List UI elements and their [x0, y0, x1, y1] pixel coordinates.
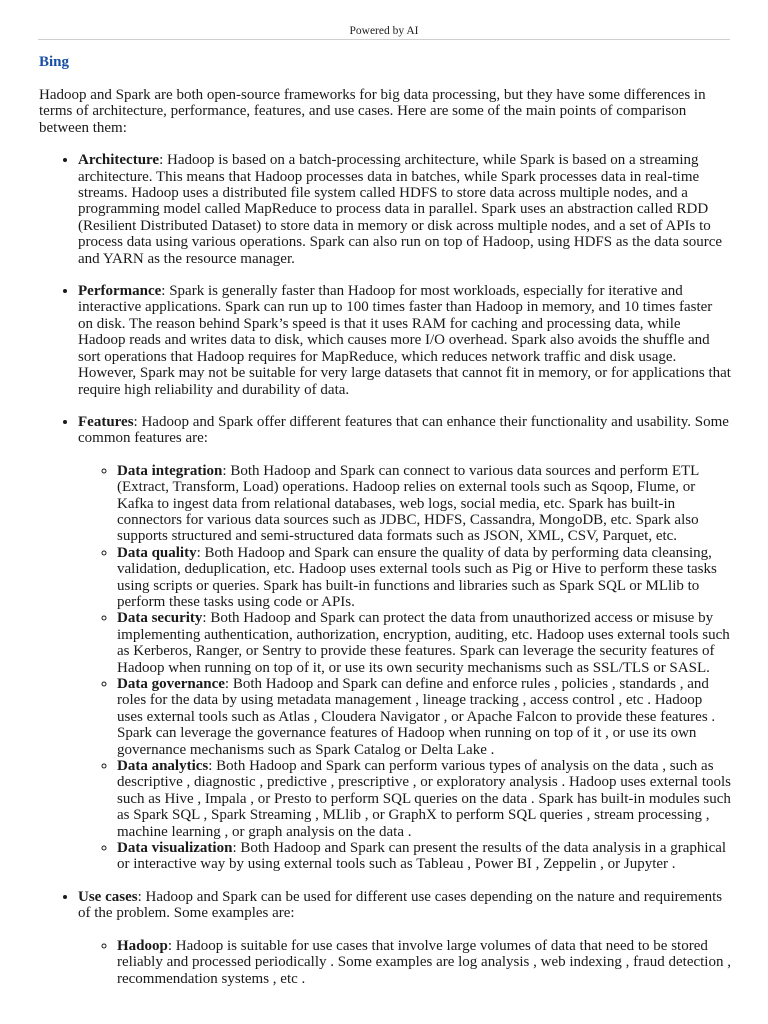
subitem-title: Data visualization	[117, 840, 233, 857]
sublist-item	[117, 840, 731, 873]
subitem-title: Data integration	[117, 462, 223, 479]
sublist-item	[117, 610, 731, 676]
item-title: Use cases	[78, 888, 138, 905]
subitem-text: : Both Hadoop and Spark can perform various types of analysis on the data , such as descriptive , diagnostic , predictive , prescriptive , or exploratory analysis . Hadoop uses external tools such as Hive , Impala , or Presto to perform SQL queries on the data . Spark has built-in modules such as Spark SQL , Spark Streaming , MLlib , or GraphX to perform SQL queries , stream processing , machine learning , or graph analysis on the data .	[117, 758, 731, 840]
features-sublist	[78, 463, 731, 873]
item-text: : Hadoop and Spark can be used for different use cases depending on the nature and requirements of the problem. Some examples are:	[78, 888, 723, 922]
source-label: Bing	[39, 54, 70, 70]
use-cases-sublist	[78, 938, 731, 987]
item-title: Features	[78, 413, 134, 430]
subitem-title: Data governance	[117, 676, 225, 692]
subitem-text: : Both Hadoop and Spark can protect the data from unauthorized access or misuse by implementing authentication, authorization, encryption, auditing, etc. Hadoop uses external tools such as Kerberos, Ranger, or Sentry to provide these features. Spark can leverage the security features of Hadoop when running on top of it, or use its own security mechanisms such as SSL/TLS or SASL.	[117, 610, 730, 676]
list-item-features	[78, 414, 731, 873]
item-text: : Hadoop and Spark offer different features that can enhance their functionality and usability. Some common features are:	[78, 413, 729, 447]
item-text: : Hadoop is based on a batch-processing architecture, while Spark is based on a streaming architecture. This means that Hadoop processes data in batches, while Spark processes data in real-time streams. Hadoop uses a distributed file system called HDFS to store data across multiple nodes, and a programming model called MapReduce to process data in parallel. Spark uses an abstraction called RDD (Resilient Distributed Dataset) to store data in memory or disk across multiple nodes, and a set of APIs to process data using various operations. Spark can also run on top of Hadoop, using HDFS as the data source and YARN as the resource manager.	[78, 152, 723, 267]
powered-by-header: Powered by AI	[38, 24, 730, 40]
item-title: Performance	[78, 283, 162, 300]
list-item-performance	[78, 283, 731, 398]
sublist-item	[117, 938, 731, 987]
subitem-title: Hadoop	[117, 937, 168, 954]
item-text: : Spark is generally faster than Hadoop for most workloads, especially for iterative and interactive applications. Spark can run up to 100 times faster than Hadoop in memory, and 10 times faster on disk. The reason behind Spark’s speed is that it uses RAM for caching and processing data, while Hadoop reads and writes data to disk, which causes more I/O overhead. Spark also avoids the shuffle and sort operations that Hadoop requires for MapReduce, which reduces network traffic and disk usage. However, Spark may not be suitable for very large datasets that cannot fit in memory, or for applications that require high reliability and durability of data.	[78, 283, 731, 398]
sublist-item	[117, 758, 731, 840]
subitem-text: : Both Hadoop and Spark can ensure the quality of data by performing data cleansing, validation, deduplication, etc. Hadoop uses external tools such as Pig or Hive to perform these tasks using scripts or queries. Spark has built-in functions and libraries such as Spark SQL or MLlib to perform these tasks using code or APIs.	[117, 544, 717, 610]
subitem-text: : Both Hadoop and Spark can define and enforce rules , policies , standards , and roles for the data by using metadata management , lineage tracking , access control , etc . Hadoop uses external tools such as Atlas , Cloudera Navigator , or Apache Falcon to provide these features . Spark can leverage the governance features of Hadoop when running on top of it , or use its own governance mechanisms such as Spark Catalog or Delta Lake .	[117, 676, 716, 758]
intro-paragraph: Hadoop and Spark are both open-source frameworks for big data processing, but they have some differences in terms of architecture, performance, features, and use cases. Here are some of the main points of comparison between them:	[39, 87, 706, 136]
sublist-item	[117, 676, 731, 758]
subitem-text: : Both Hadoop and Spark can connect to various data sources and perform ETL (Extract, Transform, Load) operations. Hadoop relies on external tools such as Sqoop, Flume, or Kafka to ingest data from relational databases, web logs, social media, etc. Spark has built-in connectors for various data sources such as JDBC, HDFS, Cassandra, MongoDB, etc. Spark also supports structured and semi-structured data formats such as JSON, XML, CSV, Parquet, etc.	[117, 462, 699, 545]
subitem-title: Data quality	[117, 544, 197, 561]
comparison-list	[39, 152, 731, 987]
answer-content	[39, 53, 731, 1003]
sublist-item	[117, 545, 731, 611]
list-item-use-cases	[78, 889, 731, 987]
list-item-architecture	[78, 152, 731, 267]
subitem-text: : Both Hadoop and Spark can present the results of the data analysis in a graphical or interactive way by using external tools such as Tableau , Power BI , Zeppelin , or Jupyter .	[117, 840, 727, 873]
sublist-item	[117, 463, 731, 545]
subitem-text: : Hadoop is suitable for use cases that involve large volumes of data that need to be stored reliably and processed periodically . Some examples are log analysis , web indexing , fraud detection , recommendation systems , etc .	[117, 937, 731, 987]
subitem-title: Data analytics	[117, 758, 209, 775]
subitem-title: Data security	[117, 610, 203, 627]
item-title: Architecture	[78, 152, 160, 169]
